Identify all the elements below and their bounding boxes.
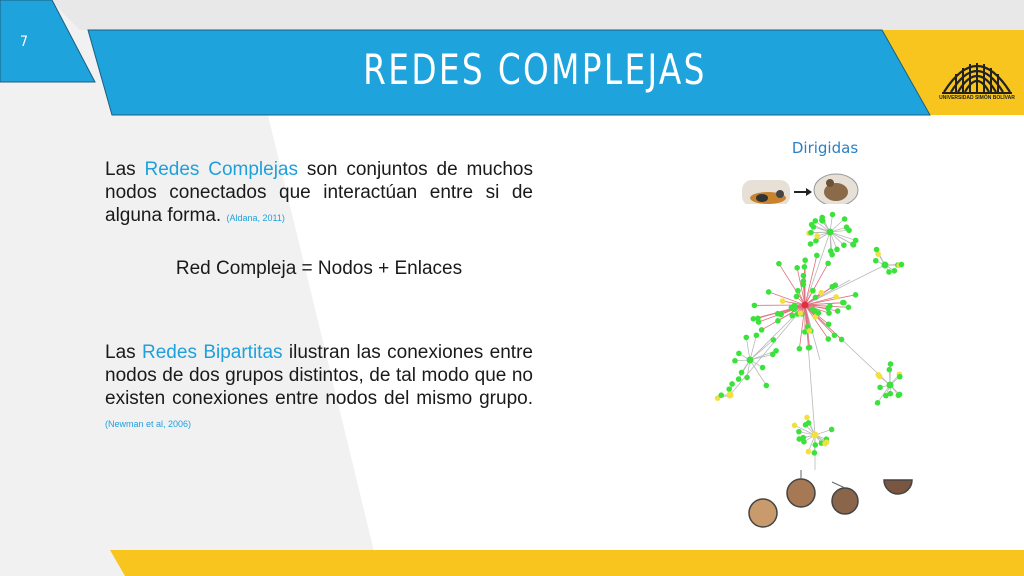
footer-yellow-bar	[110, 550, 1024, 576]
network-node	[819, 218, 825, 224]
network-node	[813, 238, 819, 244]
paragraph-complex-networks	[105, 158, 533, 230]
network-node	[812, 442, 818, 448]
network-node	[887, 382, 894, 389]
network-node	[814, 233, 820, 239]
network-node	[846, 305, 852, 311]
network-node	[801, 273, 807, 279]
network-node	[807, 328, 813, 334]
network-node	[795, 288, 801, 294]
network-node	[736, 351, 742, 357]
network-node	[760, 365, 766, 371]
network-node	[794, 265, 800, 271]
network-node	[754, 332, 760, 338]
network-node	[729, 381, 735, 387]
network-node	[810, 288, 816, 294]
network-node	[853, 292, 859, 298]
network-node	[899, 262, 905, 268]
network-node	[780, 298, 786, 304]
network-node	[732, 358, 738, 364]
network-node	[830, 212, 836, 218]
hawk-photo-icon	[814, 174, 858, 206]
network-node	[739, 370, 745, 376]
network-node	[874, 247, 880, 253]
network-node	[834, 247, 840, 253]
network-node	[844, 224, 850, 230]
network-node	[778, 312, 784, 318]
network-node	[791, 306, 797, 312]
network-node	[822, 441, 828, 447]
network-node	[829, 252, 835, 258]
network-node	[751, 316, 757, 322]
network-node	[764, 383, 770, 389]
network-node	[808, 230, 814, 236]
network-node	[727, 392, 734, 399]
paragraph2-pre: Las	[105, 342, 143, 363]
network-node	[726, 386, 732, 392]
person-photo-icon	[749, 470, 912, 527]
network-node	[806, 420, 812, 426]
network-node	[812, 450, 818, 456]
network-node	[796, 429, 802, 435]
network-node	[794, 294, 800, 300]
network-node	[797, 346, 803, 352]
network-node	[766, 289, 772, 295]
paragraph1-pre: Las	[105, 159, 145, 180]
paragraph2-highlight: Redes Bipartitas	[142, 342, 283, 363]
network-node	[804, 415, 810, 421]
network-node	[775, 318, 781, 324]
network-node	[841, 300, 847, 306]
network-node	[816, 310, 822, 316]
network-node	[825, 261, 831, 267]
network-node	[736, 376, 742, 382]
network-node	[832, 282, 838, 288]
network-node	[835, 308, 841, 314]
network-node	[813, 295, 819, 301]
network-node	[886, 269, 892, 275]
paragraph1-post: son conjuntos de muchos nodos conectados que interactúan entre si de alguna forma.	[105, 159, 534, 226]
paragraph1-citation: (Aldana, 2011)	[226, 213, 285, 223]
network-node	[818, 290, 824, 296]
network-node	[833, 294, 839, 300]
network-node	[811, 224, 817, 230]
network-node	[875, 372, 881, 378]
network-node	[812, 432, 819, 439]
network-edge	[750, 360, 766, 385]
network-node	[814, 253, 820, 259]
network-node	[877, 385, 883, 391]
network-node	[883, 393, 889, 399]
cat-photo-icon	[742, 180, 790, 206]
network-node	[802, 257, 808, 263]
network-node	[789, 313, 795, 319]
network-node	[873, 258, 879, 264]
network-node	[802, 302, 809, 309]
paragraph-bipartite-networks	[105, 341, 533, 436]
page-number: 7	[19, 34, 28, 50]
network-node	[801, 278, 807, 284]
network-node	[841, 242, 847, 248]
network-node	[875, 400, 881, 406]
network-node	[744, 375, 750, 381]
network-node	[806, 449, 812, 455]
network-node	[800, 435, 806, 441]
paragraph2-citation: (Newman et al, 2006)	[105, 419, 192, 429]
network-node	[770, 352, 776, 358]
network-node	[825, 336, 831, 342]
network-node	[827, 229, 834, 236]
network-node	[826, 321, 832, 327]
network-node	[827, 303, 833, 309]
figure-label: Dirigidas	[791, 139, 859, 157]
network-node	[887, 367, 893, 373]
network-node	[826, 310, 832, 316]
network-node	[776, 261, 782, 267]
network-node	[792, 423, 798, 429]
network-node	[807, 345, 813, 351]
network-node	[771, 337, 777, 343]
network-node	[839, 337, 845, 343]
network-node	[851, 242, 857, 248]
network-node	[842, 216, 848, 222]
arrow-right-icon	[794, 188, 812, 196]
paragraph1-highlight: Redes Complejas	[144, 159, 299, 180]
network-node	[888, 361, 894, 367]
network-node	[832, 332, 838, 338]
network-node	[882, 262, 889, 269]
paragraph2-post: ilustran las conexiones entre nodos de dos grupos distintos, de tal modo que no existen conexiones entre nodos del mismo grupo.	[105, 342, 533, 409]
logo-text: UNIVERSIDAD SIMÓN BOLÍVAR	[939, 95, 1015, 101]
formula-text: Red Compleja = Nodos + Enlaces	[175, 258, 463, 279]
header-gray-strip	[50, 0, 1024, 30]
network-node	[812, 218, 818, 224]
network-node	[892, 268, 898, 274]
network-node	[759, 327, 765, 333]
network-node	[743, 335, 749, 341]
network-node	[897, 374, 903, 380]
network-node	[798, 310, 804, 316]
network-node	[896, 393, 902, 399]
network-node	[802, 264, 808, 270]
network-node	[756, 319, 762, 325]
network-node	[829, 427, 835, 433]
network-node	[747, 357, 754, 364]
slide-title: REDES COMPLEJAS	[363, 45, 707, 94]
network-node	[718, 392, 724, 398]
network-graph-icon	[690, 170, 930, 540]
network-node	[752, 303, 758, 309]
network-node	[808, 241, 814, 247]
